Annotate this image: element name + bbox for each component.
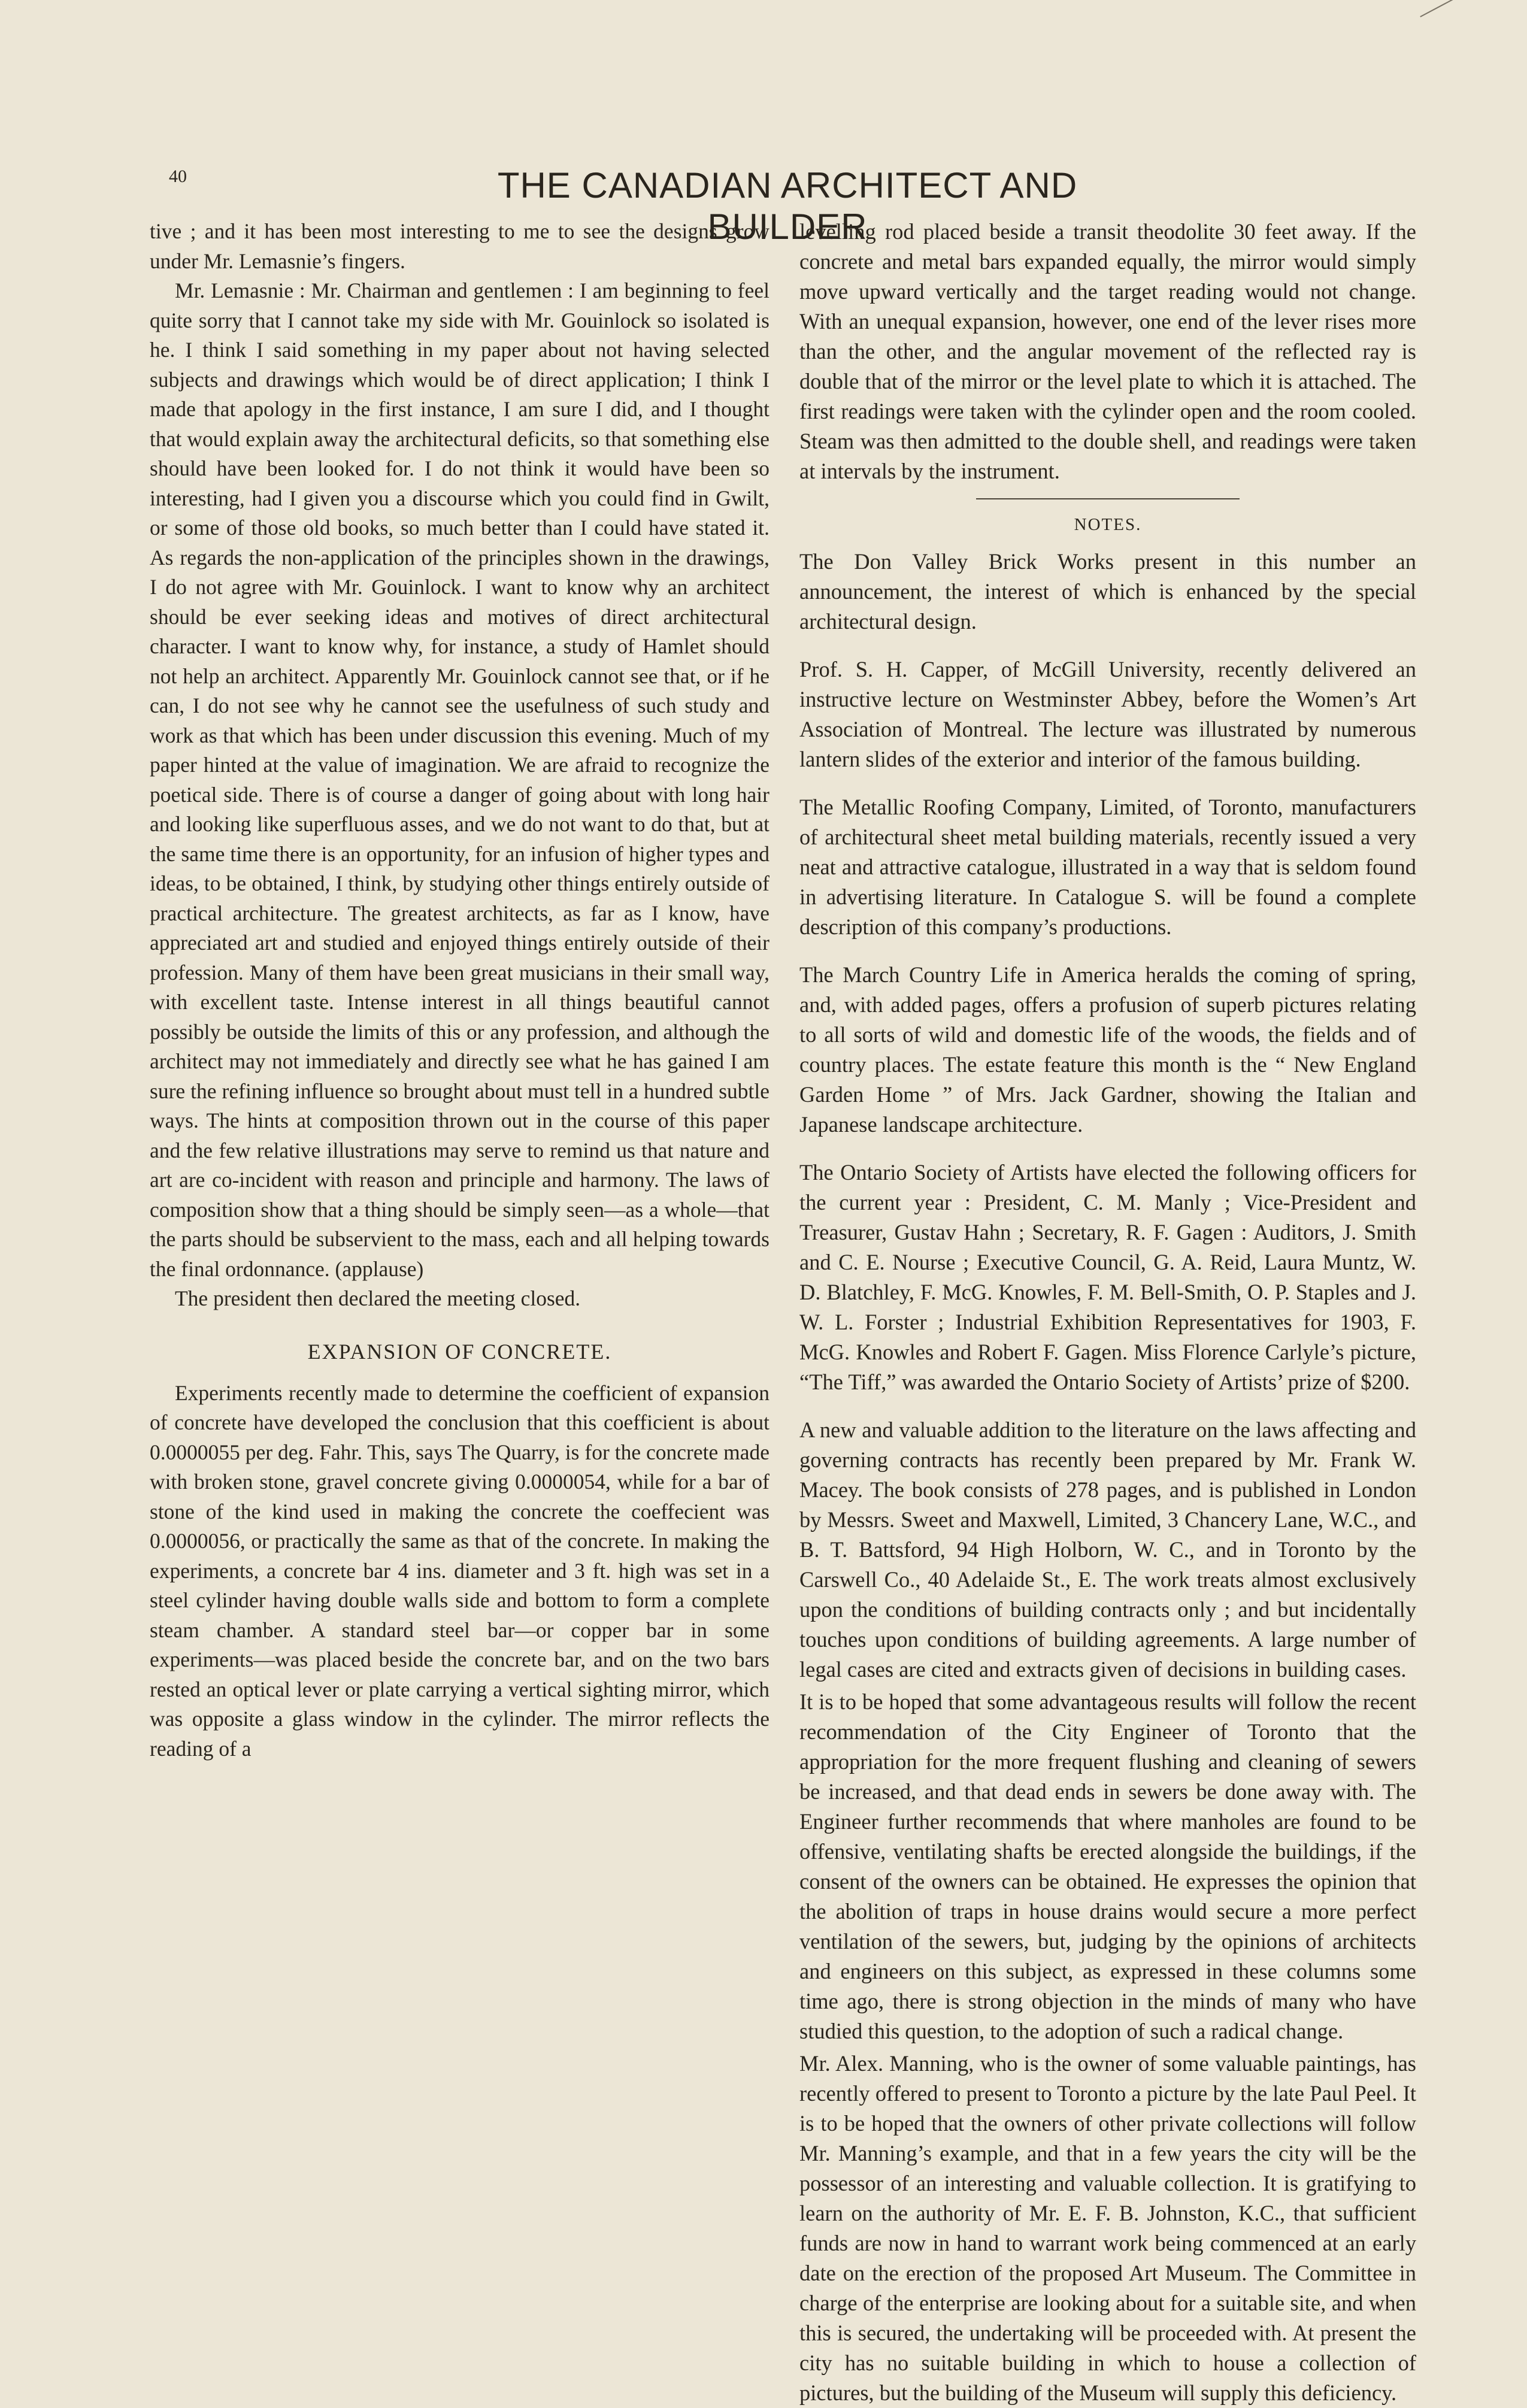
left-column bbox=[150, 217, 769, 1764]
note-item: The March Country Life in America heralds the coming of spring, and, with added pages, offers a profusion of superb pictures relating to all sorts of wild and domestic life of the woods, the fields and of country places. The estate feature this month is the “ New England Garden Home ” of Mrs. Jack Gardner, showing the Italian and Japanese landscape architecture. bbox=[799, 962, 1416, 1137]
paragraph: tive ; and it has been most interesting to me to see the designs grow under Mr. Lemasnie’s fingers. bbox=[150, 219, 769, 273]
pencil-mark bbox=[1420, 0, 1454, 17]
note-item: Prof. S. H. Capper, of McGill University, recently delivered an instructive lecture on Westminster Abbey, before the Women’s Art Association of Montreal. The lecture was illustrated by numerous lantern slides of the exterior and interior of the famous building. bbox=[799, 657, 1416, 771]
note-item: Mr. Alex. Manning, who is the owner of some valuable paintings, has recently offered to present to Toronto a picture by the late Paul Peel. It is to be hoped that the owners of other private collections will follow Mr. Manning’s example, and that in a few years the city will be the possessor of an interesting and valuable collection. It is gratifying to learn on the authority of Mr. E. F. B. Johnston, K.C., that sufficient funds are now in hand to warrant work being commenced at an early date on the erection of the proposed Art Museum. The Committee in charge of the enterprise are looking about for a suitable site, and when this is secured, the undertaking will be proceeded with. At present the city has no suitable building in which to house a collection of pictures, but the building of the Museum will supply this deficiency. bbox=[799, 2051, 1416, 2405]
running-head: THE CANADIAN ARCHITECT AND BUILDER bbox=[497, 165, 1078, 247]
notes-heading: NOTES. bbox=[1074, 515, 1142, 534]
note-item: It is to be hoped that some advantageous results will follow the recent recommendation of the City Engineer of Toronto that the appropriation for the more frequent flushing and cleaning of sewers be increased, and that dead ends in sewers be done away with. The Engineer further recommends that where manholes are found to be offensive, ventilating shafts be erected alongside the buildings, if the consent of the owners can be obtained. He expresses the opinion that the abolition of traps in house drains would secure a more perfect ventilation of the sewers, but, judging by the opinions of architects and engineers on this subject, as expressed in these columns some time ago, there is strong objection in the minds of many who have studied this question, to the adoption of such a radical change. bbox=[799, 1689, 1416, 2043]
note-item: The Metallic Roofing Company, Limited, of Toronto, manufacturers of architectural sheet metal building materials, recently issued a very neat and attractive catalogue, illustrated in a way that is seldom found in advertising literature. In Catalogue S. will be found a complete description of this company’s productions. bbox=[799, 795, 1416, 939]
paragraph: levelling rod placed beside a transit theodolite 30 feet away. If the concrete and metal bars expanded equally, the mirror would simply move upward vertically and the target reading would not change. With an unequal expansion, however, one end of the lever rises more than the other, and the angular movement of the reflected ray is double that of the mirror or the level plate to which it is attached. The first readings were taken with the cylinder open and the room cooled. Steam was then admitted to the double shell, and readings were taken at intervals by the instrument. bbox=[799, 219, 1416, 483]
right-column bbox=[799, 217, 1416, 2408]
note-item: The Don Valley Brick Works present in this number an announcement, the interest of which is enhanced by the special architectural design. bbox=[799, 549, 1416, 634]
note-item: A new and valuable addition to the literature on the laws affecting and governing contracts has recently been prepared by Mr. Frank W. Macey. The book consists of 278 pages, and is published in London by Messrs. Sweet and Maxwell, Limited, 3 Chancery Lane, W.C., and B. T. Battsford, 94 High Holborn, W. C., and in Toronto by the Carswell Co., 40 Adelaide St., E. The work treats almost exclusively upon the conditions of building contracts only ; and but incidentally touches upon conditions of building agreements. A large number of legal cases are cited and extracts given of decisions in building cases. bbox=[799, 1417, 1416, 1682]
paragraph: Experiments recently made to determine the coefficient of expansion of concrete have developed the conclusion that this coefficient is about 0.0000055 per deg. Fahr. This, says The Quarry, is for the concrete made with broken stone, gravel concrete giving 0.0000054, while for a bar of stone of the kind used in making the concrete the coeffecient was 0.0000056, or practically the same as that of the concrete. In making the experiments, a concrete bar 4 ins. diameter and 3 ft. high was set in a steel cylinder having double walls side and bottom to form a complete steam chamber. A standard steel bar—or copper bar in some experiments—was placed beside the concrete bar, and on the two bars rested an optical lever or plate carrying a vertical sighting mirror, which was opposite a glass window in the cylinder. The mirror reflects the reading of a bbox=[150, 1380, 769, 1761]
paragraph: The president then declared the meeting closed. bbox=[175, 1286, 581, 1310]
page-number: 40 bbox=[169, 166, 187, 186]
divider-rule bbox=[976, 498, 1240, 499]
paragraph: Mr. Lemasnie : Mr. Chairman and gentlemen : I am beginning to feel quite sorry that I cannot take my side with Mr. Gouinlock so isolated is he. I think I said something in my paper about not having selected subjects and drawings which would be of direct application; I think I made that apology in the first instance, I am sure I did, and I thought that would explain away the architectural deficits, so that something else should have been looked for. I do not think it would have been so interesting, had I given you a discourse which you could find in Gwilt, or some of those old books, so much better than I could have stated it. As regards the non-application of the principles shown in the drawings, I do not agree with Mr. Gouinlock. I want to know why an architect should be ever seeking ideas and motives of direct architectural character. I want to know why, for instance, a study of Hamlet should not help an architect. Apparently Mr. Gouinlock cannot see that, or if he can, I do not see why he cannot see the usefulness of such study and work as that which has been under discussion this evening. Much of my paper hinted at the value of imagination. We are afraid to recognize the poetical side. There is of course a danger of going about with long hair and looking like superfluous asses, and we do not want to do that, but at the same time there is an opportunity, for an infusion of higher types and ideas, to be obtained, I think, by studying other things entirely outside of practical architecture. The greatest architects, as far as I know, have appreciated art and studied and enjoyed things entirely outside of their profession. Many of them have been great musicians in their small way, with excellent taste. Intense interest in all things beautiful cannot possibly be outside the limits of this or any profession, and although the architect may not immediately and directly see what he has gained I am sure the refining influence so brought about must tell in a hundred subtle ways. The hints at composition thrown out in the course of this paper and the few relative illustrations may serve to remind us that nature and art are co-incident with reason and principle and harmony. The laws of composition show that a thing should be simply seen—as a whole—that the parts should be subservient to the mass, each and all helping towards the final ordonnance. (applause) bbox=[150, 278, 769, 1281]
note-item: The Ontario Society of Artists have elected the following officers for the current year : President, C. M. Manly ; Vice-President and Treasurer, Gustav Hahn ; Secretary, R. F. Gagen : Auditors, J. Smith and C. E. Nourse ; Executive Council, G. A. Reid, Laura Muntz, W. D. Blatchley, F. McG. Knowles, F. M. Bell-Smith, O. P. Staples and J. W. L. Forster ; Industrial Exhibition Representatives for 1903, F. McG. Knowles and Robert F. Gagen. Miss Florence Carlyle’s picture, “The Tiff,” was awarded the Ontario Society of Artists’ prize of $200. bbox=[799, 1160, 1416, 1394]
section-heading: EXPANSION OF CONCRETE. bbox=[307, 1339, 612, 1364]
